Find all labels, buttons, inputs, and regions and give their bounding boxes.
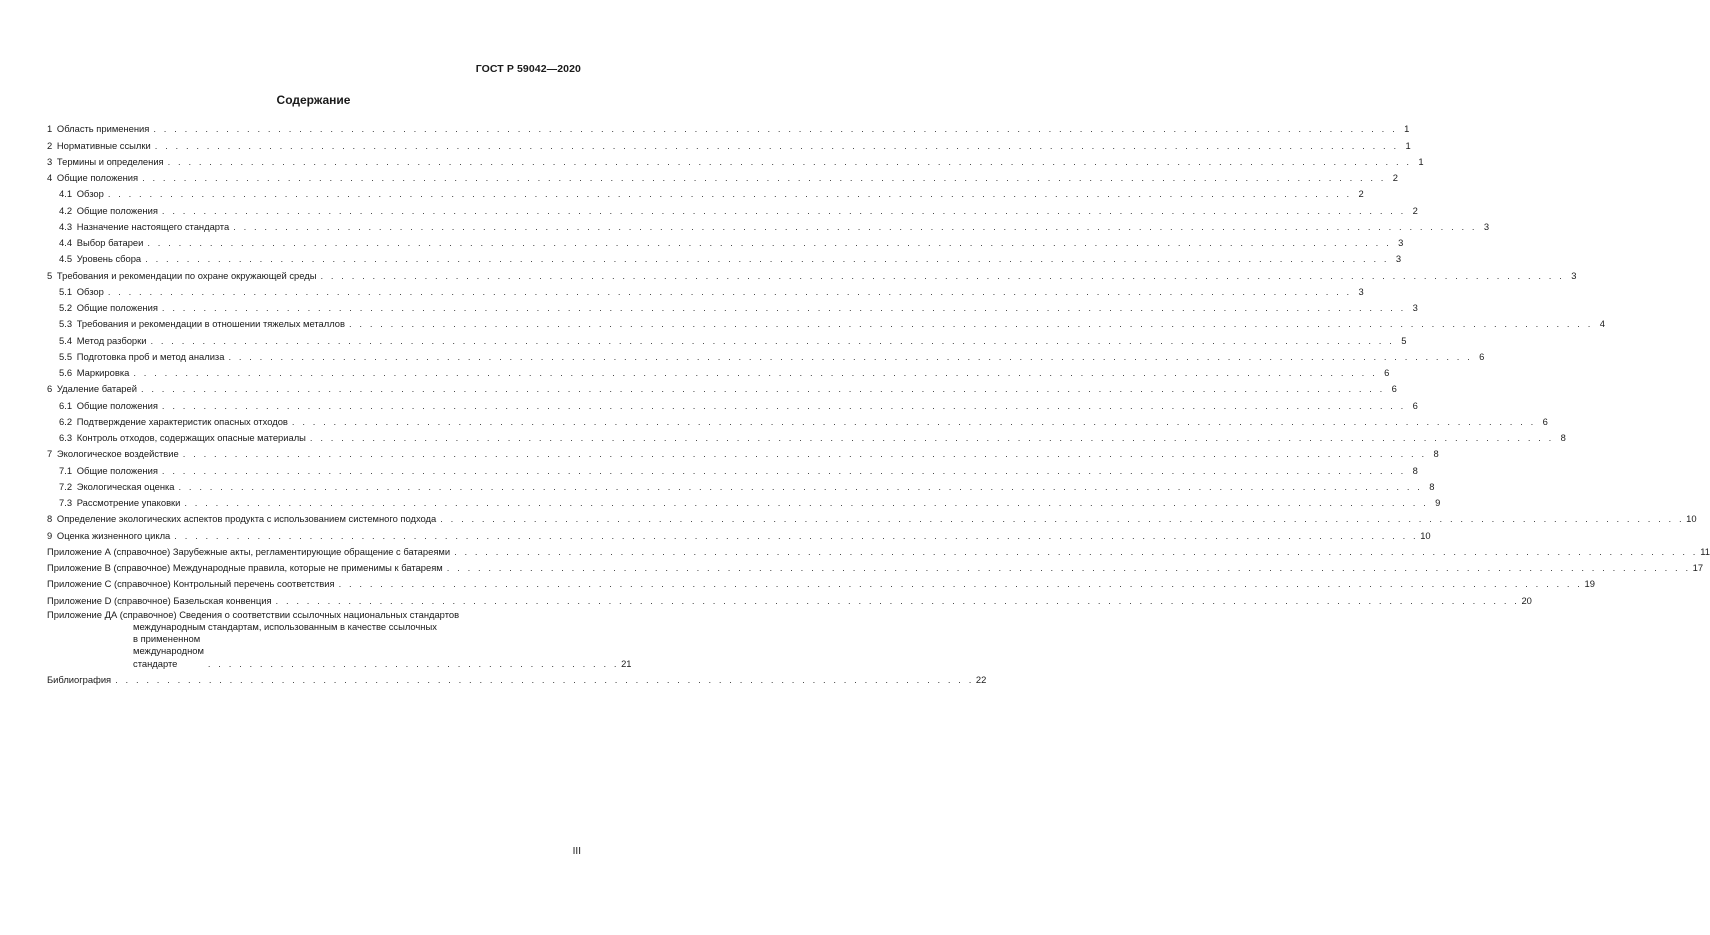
toc-entry-page: 22 bbox=[975, 674, 987, 686]
toc-entry-page: 6 bbox=[1412, 399, 1418, 411]
toc-entry-number: 8 bbox=[47, 513, 53, 525]
toc-entry[interactable] bbox=[47, 379, 1397, 395]
toc-entry-text: Определение экологических аспектов продукта с использованием системного подхода bbox=[56, 513, 437, 525]
toc-entry-number: 2 bbox=[47, 139, 53, 151]
toc-entry-page: 2 bbox=[1358, 188, 1364, 200]
toc-entry-text: Приложение В (справочное) Международные правила, которые не применимы к батареям bbox=[47, 562, 443, 573]
toc-entry-number: 7.1 bbox=[59, 464, 73, 476]
toc-entry-number: 5.1 bbox=[59, 285, 73, 297]
toc-entry-label bbox=[47, 172, 138, 184]
toc-entry-label bbox=[59, 253, 141, 265]
toc-entry-page: 3 bbox=[1398, 237, 1404, 248]
leader-dots: . . . . . . . . . . . . . . . . . . . . . . . . . . . . . . . . . . . . . . . . . . . . . . . . . . . . . . . . . . . . . . . . . . . . . . . . . . . . . . . . . . . . . . . . . . . . . . . . . . . . . . . . . . . . . . . . . . . . . . . . bbox=[338, 578, 1583, 590]
leader-dots: . . . . . . . . . . . . . . . . . . . . . . . . . . . . . . . . . . . . . . . . . . . . . . . . . . . . . . . . . . . . . . . . . . . . . . . . . . . . . . . . . . . . . . . . . . . . . . . . . . . . . . . . . . . . . . . . . . . . . . . . bbox=[291, 415, 1536, 427]
toc-entry-label bbox=[59, 465, 158, 477]
toc-entry-label bbox=[59, 286, 104, 298]
document-code: ГОСТ Р 59042—2020 bbox=[475, 63, 581, 75]
toc-entry[interactable] bbox=[47, 265, 1577, 281]
toc-entry-text: Требования и рекомендации в отношении тяжелых металлов bbox=[76, 318, 345, 330]
leader-dots: . . . . . . . . . . . . . . . . . . . . . . . . . . . . . . . . . . . . . . . . . . . . . . . . . . . . . . . . . . . . . . . . . . . . . . . . . . . . . . . . . . . . . . . . . . . . . . . . . . . . . . . . . . . . . . . . . . . . . . . . bbox=[107, 188, 1352, 200]
toc-entry[interactable] bbox=[47, 542, 1710, 558]
toc-entry-number: 3 bbox=[47, 155, 53, 167]
toc-entry[interactable] bbox=[47, 135, 1411, 151]
toc-entry[interactable] bbox=[47, 412, 1548, 428]
toc-entry-text: Обзор bbox=[76, 285, 104, 297]
toc-entry-text: Общие положения bbox=[76, 204, 158, 216]
toc-entry-number: 4.1 bbox=[59, 188, 73, 200]
leader-dots: . . . . . . . . . . . . . . . . . . . . . . . . . . . . . . . . . . . . . . . . . . . . . . . . . . . . . . . . . . . . . . . . . . . . . . . . . . . . . . . . . . . . . . . . . . . . . . . . . . . . . . . . . . . . . . . . . . . . . . . . bbox=[142, 172, 1387, 183]
toc-entry-text: Общие положения bbox=[76, 302, 158, 313]
toc-entry[interactable] bbox=[47, 363, 1390, 379]
toc-entry[interactable] bbox=[47, 428, 1566, 444]
toc-entry-text: Требования и рекомендации по охране окружающей среды bbox=[56, 269, 317, 281]
leader-dots: . . . . . . . . . . . . . . . . . . . . . . . . . . . . . . . . . . . . . . . . . . . . . . . . . . . . . . . . . . . . . . . . . . . . . . . . . . . . . . . . . . . . . . . . . . . . . . . . . . . . . . . . . . . . . . . . . . . . . . . . bbox=[140, 383, 1385, 395]
toc-entry-number: 4.3 bbox=[59, 220, 73, 232]
toc-entry[interactable] bbox=[47, 184, 1364, 200]
toc-entry-text: Уровень сбора bbox=[76, 253, 142, 265]
toc-entry[interactable] bbox=[47, 233, 1404, 249]
toc-entry-number: 4.4 bbox=[59, 237, 73, 248]
toc-entry-page: 6 bbox=[1479, 350, 1485, 362]
leader-dots: . . . . . . . . . . . . . . . . . . . . . . . . . . . . . . . . . . . . . . . . . . . . . . . . . . . . . . . . . . . . . . . . . . . . . . . . . . . . . . . . . . . . . . . . . . . . . . . . . . . . . . . . . . . . . . . . . . . . . . . . bbox=[145, 253, 1390, 265]
toc-entry-page: 3 bbox=[1571, 269, 1577, 281]
toc-entry-text: Контроль отходов, содержащих опасные материалы bbox=[76, 432, 306, 443]
leader-dots: . . . . . . . . . . . . . . . . . . . . . . . . . . . . . . . . . . . . . . . . . . . . . . . . . . . . . . . . . . . . . . . . . . . . . . . . . . . . . . . . . . . . . . . . . . . . . . . . . . . . . . . . . . . . . . . . . . . . . . . . bbox=[174, 529, 1419, 541]
toc-entry-text: Общие положения bbox=[76, 464, 158, 476]
toc-entry-text: Термины и определения bbox=[56, 155, 164, 167]
toc-entry[interactable] bbox=[47, 525, 1431, 541]
toc-entry[interactable] bbox=[47, 152, 1424, 168]
toc-entry-label bbox=[59, 481, 175, 493]
toc-entry[interactable] bbox=[47, 590, 1532, 606]
toc-entry-text: Общие положения bbox=[56, 172, 139, 183]
toc-entry-text: Общие положения bbox=[76, 399, 158, 411]
page-title: Содержание bbox=[276, 93, 351, 107]
toc-entry-label bbox=[59, 302, 158, 314]
leader-dots: . . . . . . . . . . . . . . . . . . . . . . . . . . . . . . . . . . . . . . . . . . . . . . . . . . . . . . . . . . . . . . . . . . . . . . . . . . . . . . . . . . . . . . . . . . . . . . . . . . . . . . . . . . . . . . . . . . . . . . . . bbox=[440, 513, 1685, 525]
toc-entry-number: 5.3 bbox=[59, 318, 73, 330]
leader-dots: . . . . . . . . . . . . . . . . . . . . . . . . . . . . . . . . . . . . . . . . . . . . . . . . . . . . . . . . . . . . . . . . . . . . . . . . . . . . . . . . . . . . . . . . . . . . . . . . . . . . . . . . . . . . . . . . . . . . . . . . bbox=[161, 302, 1406, 313]
toc-entry-number: 6.2 bbox=[59, 415, 73, 427]
toc-entry-label: Библиография bbox=[47, 674, 112, 686]
toc-entry[interactable] bbox=[47, 493, 1441, 509]
leader-dots: . . . . . . . . . . . . . . . . . . . . . . . . . . . . . . . . . . . . . . . . . . . . . . . . . . . . . . . . . . . . . . . . . . . . . . . . . . . . . . . . . . . . . . . . . . . . . . . . . . . . . . . . . . . . . . . . . . . . . . . . bbox=[228, 350, 1473, 362]
leader-dots: . . . . . . . . . . . . . . . . . . . . . . . . . . . . . . . . . . . . . . . . . . . . . . . . . . . . . . . . . . . . . . . . . . . . . . . . . . . . . . . . . . . . . . . . . . . . . . . . . . . . . . . . . . . . . . . . . . . . . . . . bbox=[147, 237, 1392, 248]
toc-entry-number: 5 bbox=[47, 269, 53, 281]
toc-entry-label bbox=[59, 237, 143, 249]
toc-entry-number: 7.2 bbox=[59, 480, 73, 492]
toc-entry-number: 6.3 bbox=[59, 432, 73, 443]
leader-dots: . . . . . . . . . . . . . . . . . . . . . . . . . . . . . . . . . . . . . . . . . . . . . . . . . . . . . . . . . . . . . . . . . . . . . . . . . . . . . . . . . . . . . . . . . . . . . . . . . . . . . . . . . . . . . . . . . . . . . . . . bbox=[349, 318, 1593, 330]
toc-entry-label bbox=[59, 416, 288, 428]
toc-entry-number: 5.5 bbox=[59, 350, 73, 362]
toc-entry-page: 4 bbox=[1599, 318, 1605, 330]
leader-dots: . . . . . . . . . . . . . . . . . . . . . . . . . . . . . . . . . . . . . . . . . . . . . . . . . . . . . . . . . . . . . . . . . . . . . . . . . . . . . . . . . . . . . . . . . . . . . . . . . . . . . . . . . . . . . . . . . . . . . . . . bbox=[309, 432, 1554, 443]
toc-entry-page: 11 bbox=[1700, 545, 1710, 557]
toc-entry[interactable] bbox=[47, 217, 1490, 233]
leader-dots: . . . . . . . . . . . . . . . . . . . . . . . . . . . . . . . . . . . . . . . . . . . . . . . . . . . . . . . . . . . . . . . . . . . . . . . . . . . . . . . . . . . . . . . . . . . . . . . . . . . . . . . . . . . . . . . . . . . . . . . . bbox=[107, 285, 1352, 297]
toc-entry-appendix-da[interactable] bbox=[47, 607, 632, 670]
toc-entry-page: 8 bbox=[1412, 464, 1418, 476]
leader-dots: . . . . . . . . . . . . . . . . . . . . . . . . . . . . . . . . . . . . . . . . bbox=[207, 657, 620, 669]
toc-entry-number: 4.5 bbox=[59, 253, 73, 265]
toc-entry-text: Обзор bbox=[76, 188, 104, 200]
toc-entry-page: 6 bbox=[1391, 383, 1397, 395]
toc-entry-page: 19 bbox=[1584, 578, 1595, 590]
toc-entry-number: 7 bbox=[47, 448, 53, 460]
toc-entry-number: 6 bbox=[47, 383, 53, 395]
toc-entry-page: 3 bbox=[1395, 253, 1402, 265]
toc-entry[interactable] bbox=[47, 314, 1605, 330]
toc-entry-page: 1 bbox=[1405, 139, 1411, 151]
toc-entry-number: 4 bbox=[47, 172, 53, 183]
toc-entry-label bbox=[47, 123, 149, 135]
toc-entry-page: 1 bbox=[1418, 155, 1424, 167]
toc-entry-label bbox=[47, 270, 316, 282]
toc-entry-text: Приложение D (справочное) Базельская конвенция bbox=[47, 594, 272, 606]
toc-entry-number: 5.6 bbox=[59, 367, 73, 378]
toc-entries bbox=[47, 119, 1710, 607]
leader-dots: . . . . . . . . . . . . . . . . . . . . . . . . . . . . . . . . . . . . . . . . . . . . . . . . . . . . . . . . . . . . . . . . . . . . . . . . . . . . . . . . . . . . . . . . . . . . . . . . . . . . . . . . . . . . . . . . . . . . . . . . bbox=[161, 204, 1406, 216]
toc-entry[interactable] bbox=[47, 558, 1704, 574]
toc-entry-label bbox=[47, 530, 170, 542]
toc-entry-number: 4.2 bbox=[59, 204, 73, 216]
toc-entry-label: Приложение ДА (справочное) Сведения о соответствии ссылочных национальных стандартов bbox=[47, 608, 460, 620]
toc-entry-page: 20 bbox=[1521, 594, 1532, 606]
toc-entry-label bbox=[59, 221, 229, 233]
toc-entry-number: 5.4 bbox=[59, 334, 73, 346]
toc-entry-page: 2 bbox=[1412, 204, 1418, 216]
toc-entry-label bbox=[47, 546, 450, 558]
leader-dots: . . . . . . . . . . . . . . . . . . . . . . . . . . . . . . . . . . . . . . . . . . . . . . . . . . . . . . . . . . . . . . . . . . . . . . . . . . . . . . . . . . . . . . . . . . . . . . . . . . . . . . . . . . . . . . . . . . . . . . . . bbox=[178, 480, 1423, 492]
leader-dots: . . . . . . . . . . . . . . . . . . . . . . . . . . . . . . . . . . . . . . . . . . . . . . . . . . . . . . . . . . . . . . . . . . . . . . . . . . . . . . . . . . . . . . . . . . . . . . . . . . . . . . . . . . . . . . . . . . . . . . . . bbox=[154, 139, 1399, 151]
toc-entry-text: Рассмотрение упаковки bbox=[76, 497, 181, 508]
toc-entry-page: 5 bbox=[1401, 334, 1407, 346]
toc-entry-text: Выбор батареи bbox=[76, 237, 144, 248]
toc-entry-text: Подготовка проб и метод анализа bbox=[76, 350, 225, 362]
leader-dots: . . . . . . . . . . . . . . . . . . . . . . . . . . . . . . . . . . . . . . . . . . . . . . . . . . . . . . . . . . . . . . . . . . . . . . . . . . . . . . . . . . . . . . . . . . . . . . . . . . . . . . . . . . . . . . . . . . . . . . . . bbox=[161, 464, 1406, 476]
toc-entry-label bbox=[47, 140, 151, 152]
toc-entry-text: Подтверждение характеристик опасных отходов bbox=[76, 415, 288, 427]
leader-dots: . . . . . . . . . . . . . . . . . . . . . . . . . . . . . . . . . . . . . . . . . . . . . . . . . . . . . . . . . . . . . . . . . . . . . . . . . . . . . . . . . . . . . . . . . . . . . . . . . . . . . . . . . . . . . . . . . . . . . . . . bbox=[454, 545, 1698, 557]
toc-entry-label bbox=[59, 335, 146, 347]
toc-entry-label bbox=[59, 432, 306, 444]
leader-dots: . . . . . . . . . . . . . . . . . . . . . . . . . . . . . . . . . . . . . . . . . . . . . . . . . . . . . . . . . . . . . . . . . . . . . . . . . . . . . . . . . . . bbox=[115, 674, 974, 686]
toc-entry-page: 3 bbox=[1358, 285, 1364, 297]
leader-dots: . . . . . . . . . . . . . . . . . . . . . . . . . . . . . . . . . . . . . . . . . . . . . . . . . . . . . . . . . . . . . . . . . . . . . . . . . . . . . . . . . . . . . . . . . . . . . . . . . . . . . . . . . . . . . . . . . . . . . . . . bbox=[150, 334, 1395, 346]
leader-dots: . . . . . . . . . . . . . . . . . . . . . . . . . . . . . . . . . . . . . . . . . . . . . . . . . . . . . . . . . . . . . . . . . . . . . . . . . . . . . . . . . . . . . . . . . . . . . . . . . . . . . . . . . . . . . . . . . . . . . . . . bbox=[153, 123, 1398, 135]
toc-entry-label bbox=[59, 318, 345, 330]
toc-entry-page: 10 bbox=[1420, 529, 1431, 541]
toc-entry-text: Метод разборки bbox=[76, 334, 147, 346]
toc-entry-label bbox=[59, 188, 104, 200]
toc-entry-text: Нормативные ссылки bbox=[56, 139, 151, 151]
toc-entry[interactable] bbox=[47, 200, 1418, 216]
toc-entry[interactable] bbox=[47, 298, 1418, 314]
toc-entry-page: 9 bbox=[1435, 497, 1441, 508]
toc-entry-page: 21 bbox=[621, 657, 632, 669]
toc-entry[interactable] bbox=[47, 574, 1595, 590]
toc-entry-page: 8 bbox=[1429, 480, 1435, 492]
toc-entry-page: 2 bbox=[1392, 172, 1399, 183]
leader-dots: . . . . . . . . . . . . . . . . . . . . . . . . . . . . . . . . . . . . . . . . . . . . . . . . . . . . . . . . . . . . . . . . . . . . . . . . . . . . . . . . . . . . . . . . . . . . . . . . . . . . . . . . . . . . . . . . . . . . . . . . bbox=[446, 562, 1691, 573]
toc-entry-label-continued: международным стандартам, использованным в качестве ссылочных bbox=[133, 620, 437, 632]
toc-entry-label bbox=[59, 497, 180, 509]
toc-entry[interactable] bbox=[47, 249, 1402, 265]
toc-entry[interactable] bbox=[47, 282, 1364, 298]
leader-dots: . . . . . . . . . . . . . . . . . . . . . . . . . . . . . . . . . . . . . . . . . . . . . . . . . . . . . . . . . . . . . . . . . . . . . . . . . . . . . . . . . . . . . . . . . . . . . . . . . . . . . . . . . . . . . . . . . . . . . . . . bbox=[167, 155, 1412, 167]
toc-entry-page: 1 bbox=[1404, 123, 1410, 135]
toc-entry-number: 9 bbox=[47, 529, 53, 541]
toc-entry-text: Назначение настоящего стандарта bbox=[76, 220, 230, 232]
toc-entry-label-continued: в примененном международном стандарте bbox=[133, 633, 204, 669]
toc-entry-page: 3 bbox=[1483, 220, 1490, 232]
leader-dots: . . . . . . . . . . . . . . . . . . . . . . . . . . . . . . . . . . . . . . . . . . . . . . . . . . . . . . . . . . . . . . . . . . . . . . . . . . . . . . . . . . . . . . . . . . . . . . . . . . . . . . . . . . . . . . . . . . . . . . . . bbox=[275, 594, 1520, 606]
toc-entry[interactable] bbox=[47, 477, 1435, 493]
toc-entry-text: Удаление батарей bbox=[56, 383, 137, 395]
toc-entry-number: 5.2 bbox=[59, 302, 73, 313]
toc-entry-number: 7.3 bbox=[59, 497, 73, 508]
leader-dots: . . . . . . . . . . . . . . . . . . . . . . . . . . . . . . . . . . . . . . . . . . . . . . . . . . . . . . . . . . . . . . . . . . . . . . . . . . . . . . . . . . . . . . . . . . . . . . . . . . . . . . . . . . . . . . . . . . . . . . . . bbox=[161, 399, 1406, 411]
toc-entry-label bbox=[47, 156, 164, 168]
toc-entry-page: 10 bbox=[1686, 513, 1697, 525]
toc-entry-page: 17 bbox=[1692, 562, 1704, 573]
toc-entry-page: 6 bbox=[1542, 415, 1548, 427]
toc-entry[interactable] bbox=[47, 444, 1439, 460]
toc-entry-label bbox=[59, 367, 129, 379]
toc-entry-page: 6 bbox=[1384, 367, 1390, 378]
toc-entry-label bbox=[47, 595, 272, 607]
toc-entry-text: Экологическое воздействие bbox=[56, 448, 179, 460]
toc-entry-label bbox=[47, 448, 179, 460]
page-number: III bbox=[572, 846, 581, 857]
toc-entry-text: Приложение А (справочное) Зарубежные акты, регламентирующие обращение с батареями bbox=[47, 545, 451, 557]
toc-entry-label bbox=[59, 351, 224, 363]
toc-entry[interactable] bbox=[47, 119, 1410, 135]
leader-dots: . . . . . . . . . . . . . . . . . . . . . . . . . . . . . . . . . . . . . . . . . . . . . . . . . . . . . . . . . . . . . . . . . . . . . . . . . . . . . . . . . . . . . . . . . . . . . . . . . . . . . . . . . . . . . . . . . . . . . . . . bbox=[182, 448, 1427, 460]
toc-entry-label bbox=[47, 562, 443, 574]
toc-entry-number: 1 bbox=[47, 123, 53, 135]
toc-entry-page: 3 bbox=[1412, 302, 1418, 313]
toc-entry-label bbox=[59, 400, 158, 412]
toc-entry-page: 8 bbox=[1433, 448, 1439, 460]
toc-entry-text: Маркировка bbox=[76, 367, 130, 378]
toc-entry[interactable] bbox=[47, 509, 1697, 525]
toc-entry-page: 8 bbox=[1560, 432, 1566, 443]
toc-entry-text: Оценка жизненного цикла bbox=[56, 529, 171, 541]
leader-dots: . . . . . . . . . . . . . . . . . . . . . . . . . . . . . . . . . . . . . . . . . . . . . . . . . . . . . . . . . . . . . . . . . . . . . . . . . . . . . . . . . . . . . . . . . . . . . . . . . . . . . . . . . . . . . . . . . . . . . . . . bbox=[233, 220, 1478, 232]
toc-entry[interactable] bbox=[47, 460, 1418, 476]
toc-entry-label bbox=[59, 205, 158, 217]
toc-entry[interactable] bbox=[47, 168, 1399, 184]
toc-entry-label bbox=[47, 578, 335, 590]
toc-entry-bibliography[interactable] bbox=[47, 670, 987, 686]
toc-entry-number: 6.1 bbox=[59, 399, 73, 411]
toc-entry[interactable] bbox=[47, 330, 1407, 346]
toc-entry-text: Экологическая оценка bbox=[76, 480, 175, 492]
toc-entry[interactable] bbox=[47, 347, 1485, 363]
toc-entry-label bbox=[47, 383, 137, 395]
table-of-contents bbox=[47, 119, 1710, 686]
leader-dots: . . . . . . . . . . . . . . . . . . . . . . . . . . . . . . . . . . . . . . . . . . . . . . . . . . . . . . . . . . . . . . . . . . . . . . . . . . . . . . . . . . . . . . . . . . . . . . . . . . . . . . . . . . . . . . . . . . . . . . . . bbox=[320, 269, 1565, 281]
toc-entry-text: Область применения bbox=[56, 123, 150, 135]
toc-entry-text: Приложение С (справочное) Контрольный перечень соответствия bbox=[47, 578, 335, 590]
toc-entry-label bbox=[47, 513, 436, 525]
leader-dots: . . . . . . . . . . . . . . . . . . . . . . . . . . . . . . . . . . . . . . . . . . . . . . . . . . . . . . . . . . . . . . . . . . . . . . . . . . . . . . . . . . . . . . . . . . . . . . . . . . . . . . . . . . . . . . . . . . . . . . . . bbox=[184, 497, 1429, 508]
leader-dots: . . . . . . . . . . . . . . . . . . . . . . . . . . . . . . . . . . . . . . . . . . . . . . . . . . . . . . . . . . . . . . . . . . . . . . . . . . . . . . . . . . . . . . . . . . . . . . . . . . . . . . . . . . . . . . . . . . . . . . . . bbox=[133, 367, 1378, 378]
toc-entry[interactable] bbox=[47, 395, 1418, 411]
